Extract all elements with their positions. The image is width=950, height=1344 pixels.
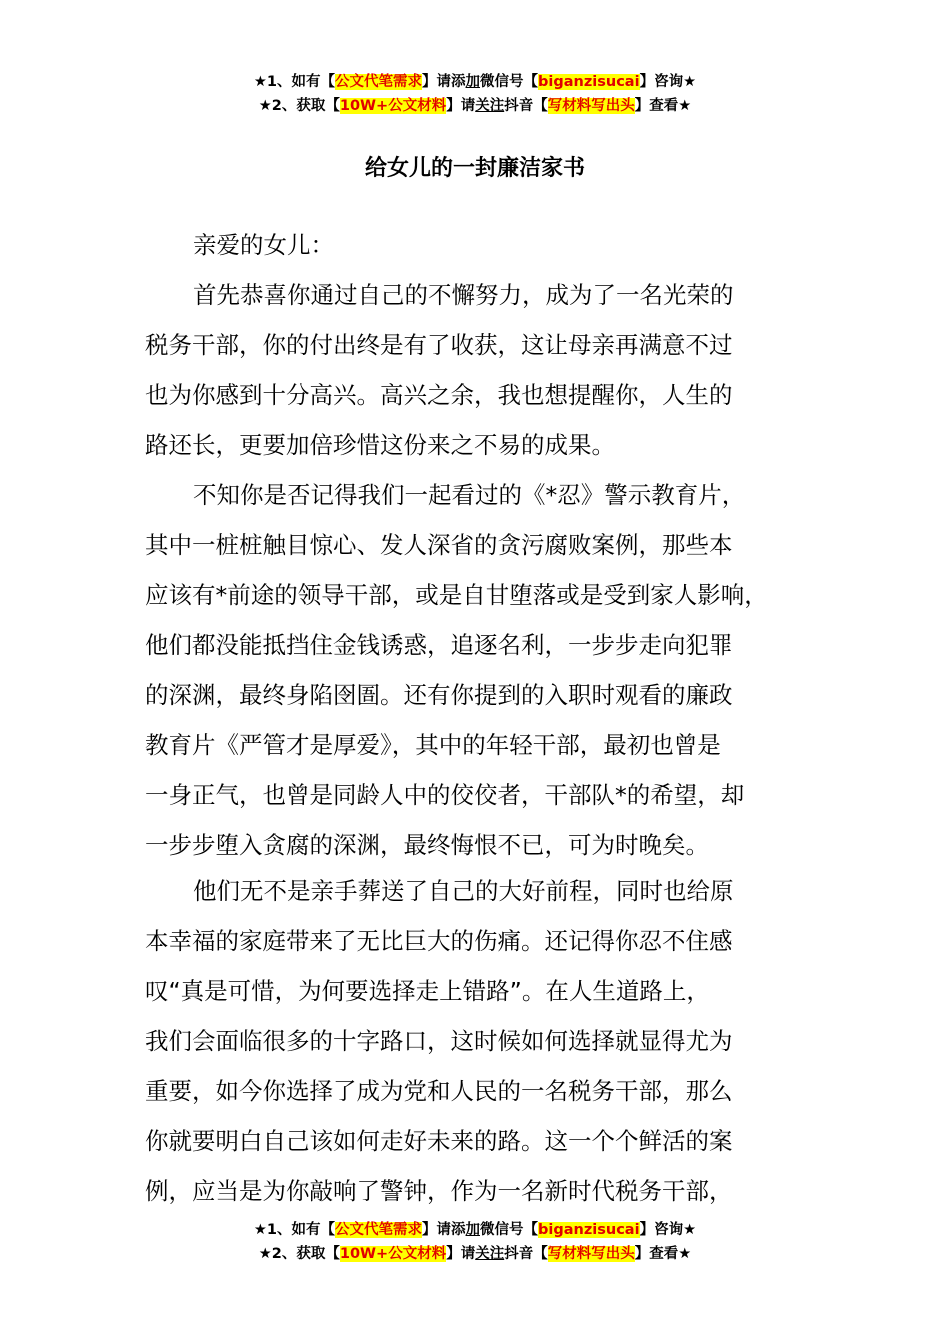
paragraph-2: 不知你是否记得我们一起看过的《*忍》警示教育片， 其中一桩桩触目惊心、发人深省的贪污腐败案例，那些本 应该有*前途的领导干部，或是自甘堕落或是受到家人影响， 他们都没能抵挡住金钱诱惑，追逐名利，一步步走向犯罪 的深渊，最终身陷囹圄。还有你提到的入职时观看的廉政 教育片《严管才是厚爱》，其中的年轻干部，最初也曾是 一身正气，也曾是同龄人中的佼佼者，干部队*的希望，却 一步步堕入贪腐的深渊，最终悔恨不已，可为时晚矣。	[145, 481, 768, 859]
paragraph-1: 首先恭喜你通过自己的不懈努力，成为了一名光荣的 税务干部，你的付出终是有了收获，这让母亲再满意不过 也为你感到十分高兴。高兴之余，我也想提醒你，人生的 路还长，更要加倍珍惜这份来之不易的成果。	[145, 281, 734, 459]
document-title: 给女儿的一封廉洁家书	[364, 156, 585, 181]
banner-line-1: ★1、如有【公文代笔需求】请添加微信号【biganzisucai】咨询★	[253, 74, 697, 90]
highlight-wechat-id: biganzisucai	[538, 74, 640, 90]
paragraph-3: 他们无不是亲手葬送了自己的大好前程，同时也给原 本幸福的家庭带来了无比巨大的伤痛。还记得你忍不住感 叹“真是可惜，为何要选择走上错路”。在人生道路上， 我们会面临很多的十字路口，这时候如何选择就显得尤为 重要，如今你选择了成为党和人民的一名税务干部，那么 你就要明白自己该如何走好未来的路。这一个个鲜活的案 例，应当是为你敲响了警钟，作为一名新时代税务干部，	[145, 877, 734, 1205]
highlight-materials: 10W+公文材料	[339, 1246, 447, 1262]
highlight-service: 公文代笔需求	[335, 74, 423, 90]
banner-line-2: ★2、获取【10W+公文材料】请关注抖音【写材料写出头】查看★	[258, 1246, 692, 1262]
salutation: 亲爱的女儿：	[193, 231, 334, 259]
highlight-douyin-account: 写材料写出头	[547, 1246, 635, 1262]
banner-line-1: ★1、如有【公文代笔需求】请添加微信号【biganzisucai】咨询★	[253, 1222, 697, 1238]
highlight-wechat-id: biganzisucai	[538, 1222, 640, 1238]
highlight-materials: 10W+公文材料	[339, 98, 447, 114]
header-banner	[0, 70, 950, 118]
footer-banner	[0, 1218, 950, 1266]
highlight-service: 公文代笔需求	[335, 1222, 423, 1238]
highlight-douyin-account: 写材料写出头	[547, 98, 635, 114]
banner-line-2: ★2、获取【10W+公文材料】请关注抖音【写材料写出头】查看★	[258, 98, 692, 114]
